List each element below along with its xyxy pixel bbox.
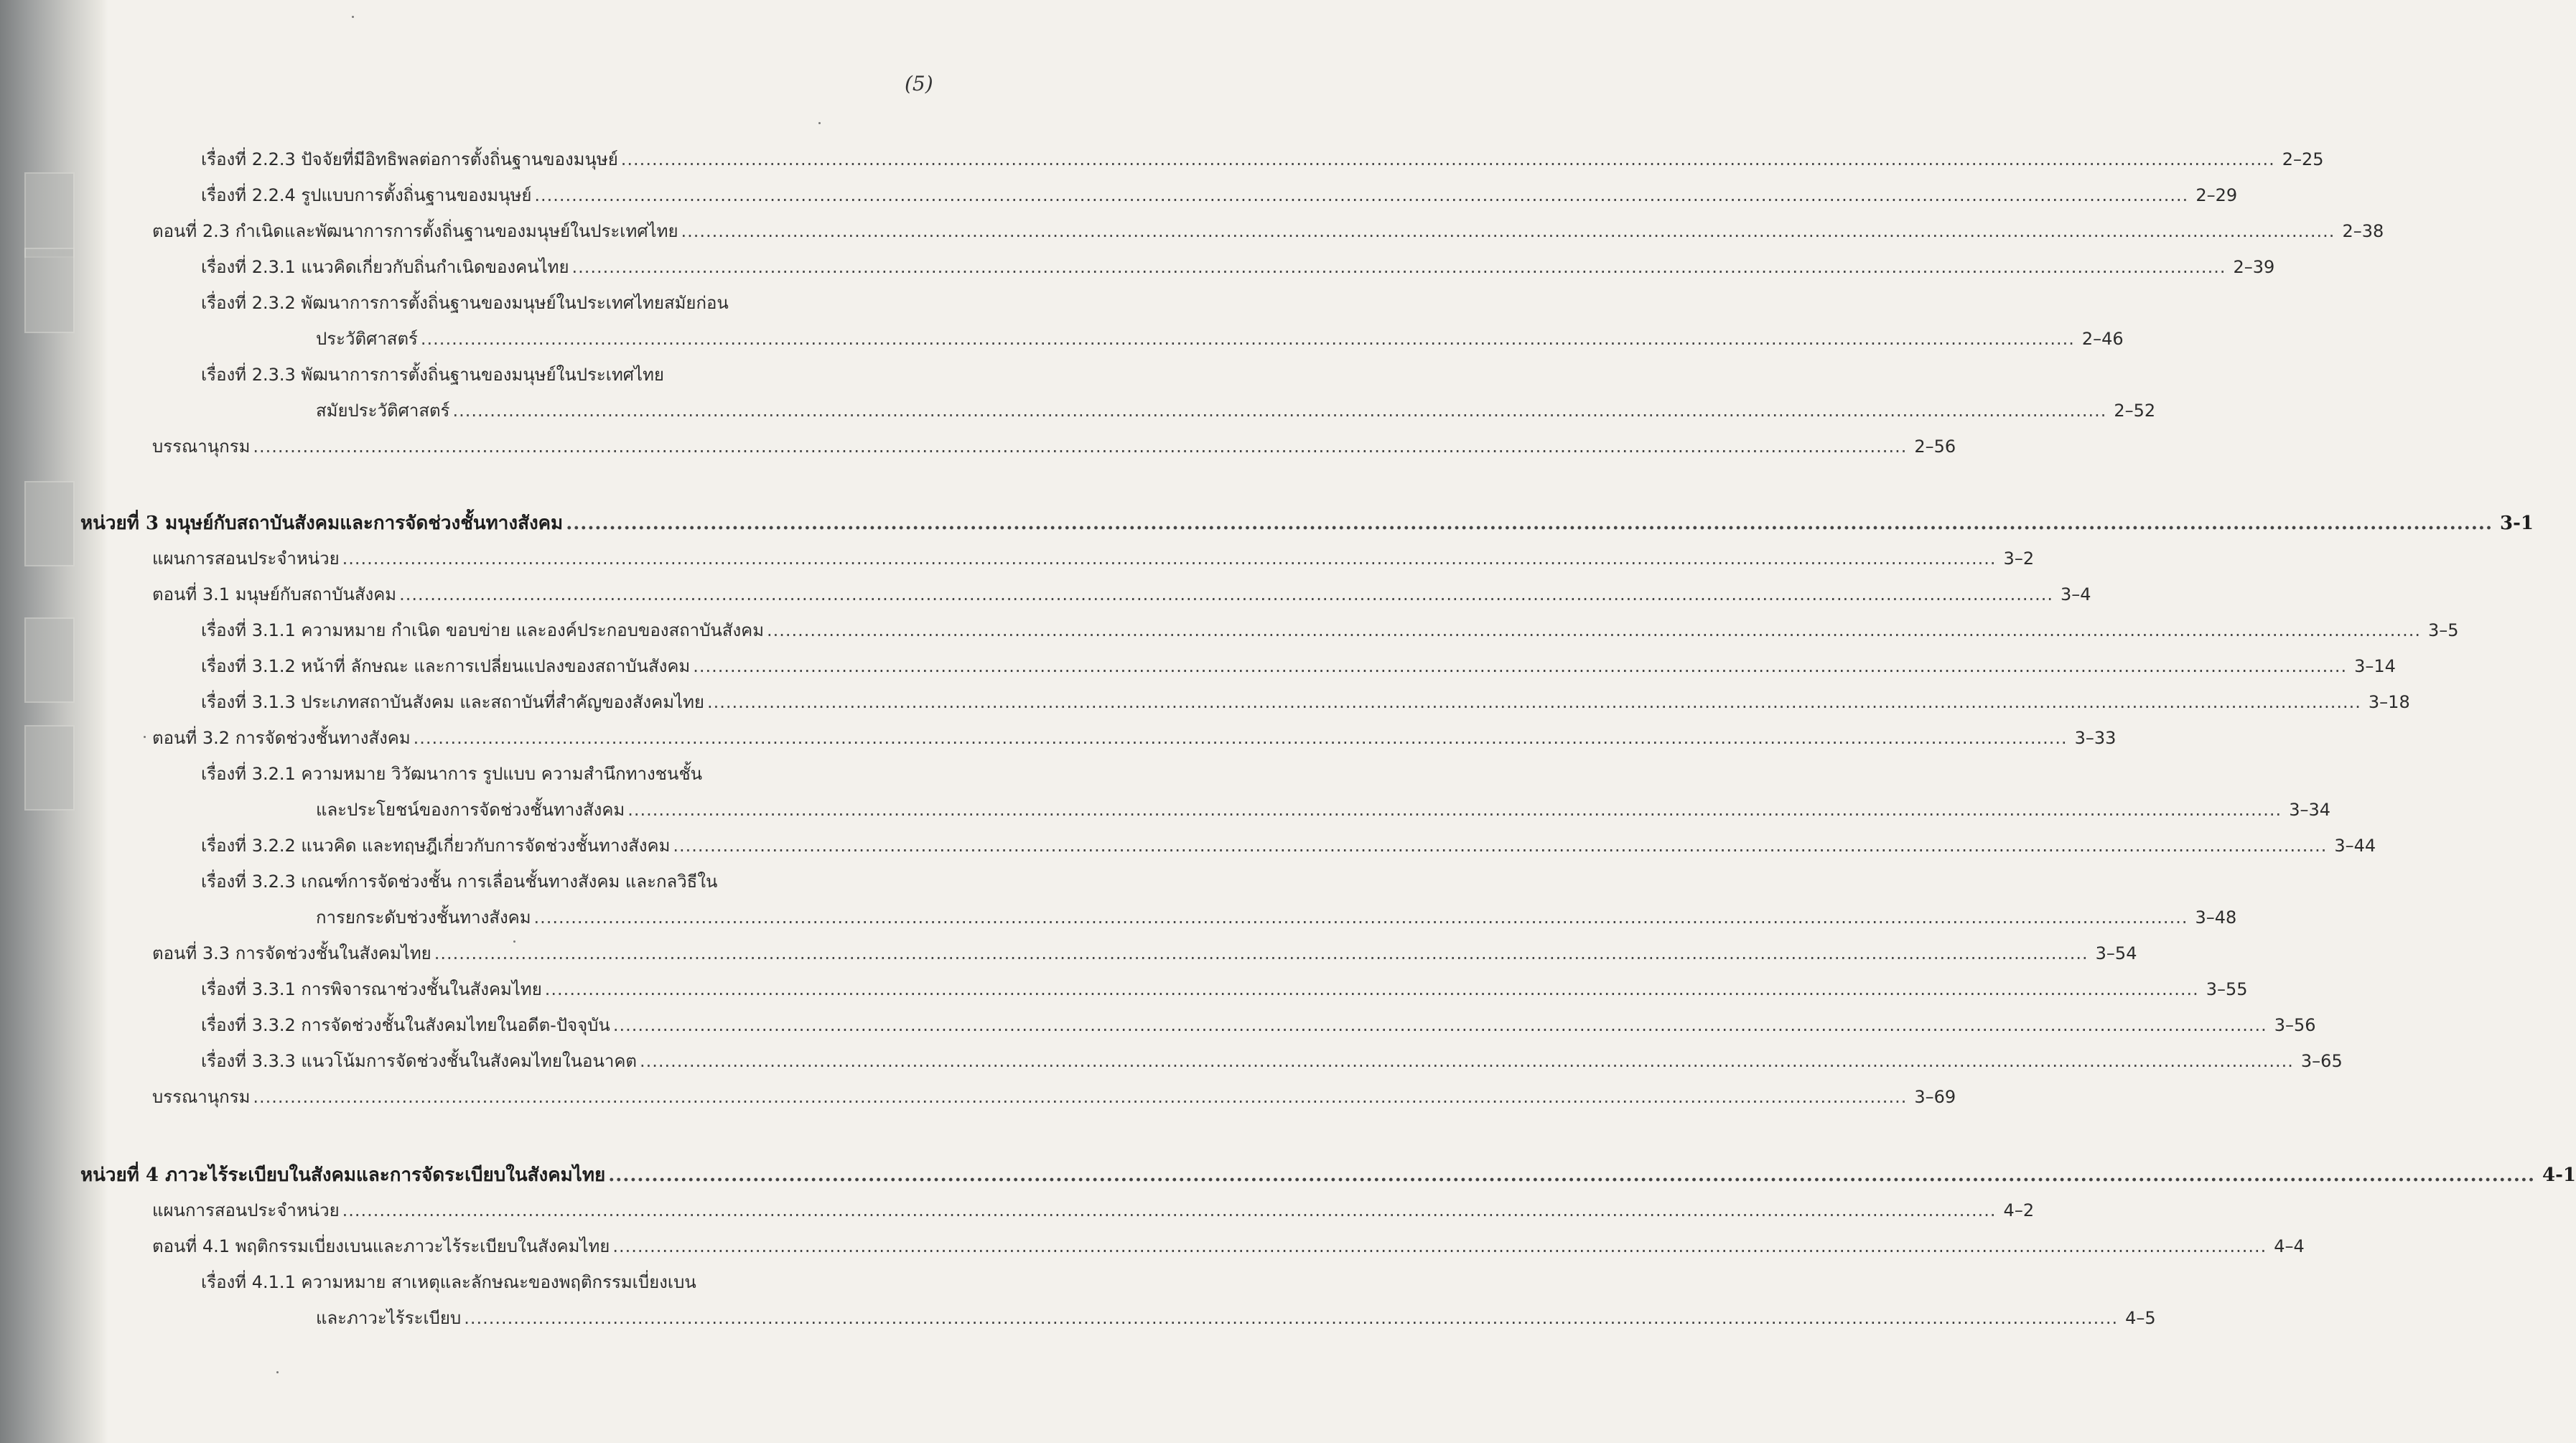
toc-page-number: 3–5 [2427,620,2459,640]
toc-page-number: 3–2 [2003,548,2035,569]
toc-entry-number: 3.1 [202,584,230,604]
toc-entry-text [201,652,690,680]
toc-entry-title: การพิจารณาช่วงชั้นในสังคมไทย [301,979,542,999]
dot-leader: ........................................................................................................................................................................................................................................................................... [608,1164,2536,1186]
toc-entry-number: 3.3.1 [251,979,296,999]
dot-leader: ........................................................................................................................................................................................................................................................................... [413,728,2068,748]
dot-leader: ........................................................................................................................................................................................................................................................................... [342,548,1997,569]
toc-page-number: 3–48 [2195,907,2237,928]
toc-entry-label: เรื่องที่ [201,365,247,385]
dot-leader: ........................................................................................................................................................................................................................................................................... [544,979,2199,999]
toc-entry-text [152,724,411,752]
toc-entry[interactable] [152,724,2117,752]
toc-entry-text [316,903,531,931]
toc-entry-title: บรรณานุกรม [152,1087,251,1107]
toc-entry-number: 3.3.3 [251,1051,296,1071]
toc-entry-title: การจัดช่วงชั้นทางสังคม [235,728,411,748]
toc-entry[interactable] [316,324,2124,352]
toc-entry-number: 2.2.3 [251,149,296,169]
toc-entry[interactable] [316,903,2237,931]
toc-entry-text [152,1196,340,1224]
toc-page-number: 2–56 [1914,436,1956,457]
toc-page-number: 3–34 [2289,800,2330,820]
toc-page-number: 2–25 [2282,149,2324,169]
toc-entry-label: เรื่องที่ [201,979,247,999]
toc-entry-title: พัฒนาการการตั้งถิ่นฐานของมนุษย์ในประเทศไทยสมัยก่อน [301,293,729,313]
toc-entry-text [201,1011,610,1039]
toc-entry[interactable] [152,217,2384,245]
toc-entry-text [152,1083,250,1111]
toc-entry-number: 3.2.3 [251,872,296,892]
toc-entry-title: แผนการสอนประจำหน่วย [152,548,340,569]
toc-page-number: 3–4 [2061,584,2091,604]
toc-page-number: 3–55 [2206,979,2248,999]
toc-entry-title: แนวโน้มการจัดช่วงชั้นในสังคมไทยในอนาคต [301,1051,637,1071]
toc-entry[interactable] [201,145,2324,173]
dot-leader: ........................................................................................................................................................................................................................................................................... [706,692,2361,712]
toc-entry-label: เรื่องที่ [201,836,247,856]
toc-entry-title: หน้าที่ ลักษณะ และการเปลี่ยนแปลงของสถาบันสังคม [301,656,691,676]
toc-entry-title: รูปแบบการตั้งถิ่นฐานของมนุษย์ [301,185,532,205]
toc-entry-label: เรื่องที่ [201,1051,247,1071]
toc-page-number: 2–46 [2081,329,2124,349]
toc-entry-label: ตอนที่ [152,584,197,604]
toc-entry-number: 2.2.4 [251,185,296,205]
toc-entry-title: ความหมาย สาเหตุและลักษณะของพฤติกรรมเบี่ยงเบน [301,1272,696,1292]
dot-leader: ........................................................................................................................................................................................................................................................................... [639,1051,2294,1071]
toc-entry-label: เรื่องที่ [201,1015,247,1035]
toc-entry-title: พฤติกรรมเบี่ยงเบนและภาวะไร้ระเบียบในสังคมไทย [235,1236,610,1256]
toc-page-number: 2–38 [2342,221,2384,241]
dot-leader: ........................................................................................................................................................................................................................................................................... [533,907,2188,928]
toc-entry-text [201,616,764,644]
dot-leader: ........................................................................................................................................................................................................................................................................... [342,1200,1997,1220]
toc-entry-number: 4.1.1 [251,1272,296,1292]
toc-page-number: 3–54 [2095,943,2137,963]
toc-entry[interactable] [152,1196,2035,1224]
toc-entry[interactable] [316,795,2330,823]
toc-page-number: 4–2 [2003,1200,2035,1220]
toc-page-number: 2–39 [2233,257,2275,277]
toc-entry-title-continued: และประโยชน์ของการจัดช่วงชั้นทางสังคม [316,800,625,820]
toc-entry-text [201,688,704,716]
toc-entry-text [152,432,250,460]
toc-entry-first-line [201,1268,696,1296]
toc-entry-text [201,1047,637,1075]
toc-entry-number: 2.3 [202,221,230,241]
toc-entry-number: 3.1.3 [251,692,296,712]
toc-entry-label: เรื่องที่ [201,620,247,640]
toc-entry[interactable] [316,396,2156,424]
toc-entry-title-continued: สมัยประวัติศาสตร์ [316,401,450,421]
unit-title: ภาวะไร้ระเบียบในสังคมและการจัดระเบียบในสังคมไทย [165,1164,606,1186]
toc-page-number: 3–18 [2368,692,2410,712]
toc-entry-first-line [201,760,702,788]
toc-entry[interactable] [80,1160,2576,1190]
toc-entry-title: เกณฑ์การจัดช่วงชั้น การเลื่อนชั้นทางสังคม และกลวิธีใน [301,872,718,892]
toc-entry[interactable] [201,616,2459,644]
toc-entry[interactable] [201,831,2376,859]
toc-entry-first-line [201,289,729,317]
toc-entry-title: การจัดช่วงชั้นในสังคมไทยในอดีต-ปัจจุบัน [301,1015,610,1035]
toc-entry-label: เรื่องที่ [201,1272,247,1292]
toc-entry-title: ประเภทสถาบันสังคม และสถาบันที่สำคัญของสังคมไทย [301,692,704,712]
toc-page-number: 3–69 [1914,1087,1956,1107]
page-number: (5) [905,72,933,95]
toc-entry-number: 3.2.2 [251,836,296,856]
toc-entry-label: ตอนที่ [152,221,197,241]
toc-entry-label: ตอนที่ [152,728,197,748]
toc-entry-label: เรื่องที่ [201,185,247,205]
toc-entry-title: แนวคิด และทฤษฎีเกี่ยวกับการจัดช่วงชั้นทางสังคม [301,836,671,856]
toc-entry-number: 2.3.3 [251,365,296,385]
toc-entry-text [316,396,449,424]
dot-leader: ........................................................................................................................................................................................................................................................................... [681,221,2335,241]
dot-leader: ........................................................................................................................................................................................................................................................................... [673,836,2328,856]
toc-entry-label: ตอนที่ [152,943,197,963]
toc-entry-text [201,831,670,859]
toc-entry[interactable] [201,253,2275,281]
toc-entry-title: พัฒนาการการตั้งถิ่นฐานของมนุษย์ในประเทศไทย [301,365,664,385]
toc-entry[interactable] [152,1083,1956,1111]
toc-entry-label: เรื่องที่ [201,872,247,892]
toc-page-number: 3–33 [2074,728,2117,748]
toc-entry-label: เรื่องที่ [201,656,247,676]
toc-entry[interactable] [201,1047,2343,1075]
toc-entry-label: เรื่องที่ [201,257,247,277]
toc-entry-label: เรื่องที่ [201,293,247,313]
toc-entry-title: บรรณานุกรม [152,436,251,457]
dot-leader: ........................................................................................................................................................................................................................................................................... [399,584,2054,604]
toc-page-number: 4–4 [2274,1236,2305,1256]
toc-entry-text [201,145,618,173]
dot-leader: ........................................................................................................................................................................................................................................................................... [620,149,2275,169]
toc-entry-text [316,795,625,823]
dot-leader: ........................................................................................................................................................................................................................................................................... [693,656,2348,676]
dot-leader: ........................................................................................................................................................................................................................................................................... [434,943,2089,963]
dot-leader: ........................................................................................................................................................................................................................................................................... [767,620,2421,640]
toc-entry-number: 2.3.2 [251,293,296,313]
toc-page-number: 3–56 [2274,1015,2316,1035]
unit-label: หน่วยที่ 3 [80,513,159,534]
toc-entry-number: 3.2.1 [251,764,296,784]
toc-entry-text [152,544,340,572]
toc-entry-text [201,975,542,1003]
dot-leader: ........................................................................................................................................................................................................................................................................... [253,1087,1908,1107]
toc-entry-number: 2.3.1 [251,257,296,277]
toc-entry-text [152,217,678,245]
toc-entry-text [152,939,431,967]
toc-page-number: 3-1 [2500,513,2534,534]
toc-entry-text [201,181,531,209]
toc-entry-text [80,508,563,538]
toc-entry[interactable] [316,1304,2156,1332]
dot-leader: ........................................................................................................................................................................................................................................................................... [627,800,2282,820]
toc-entry-number: 3.2 [202,728,230,748]
dot-leader: ........................................................................................................................................................................................................................................................................... [464,1308,2119,1328]
toc-entry-title: ปัจจัยที่มีอิทธิพลต่อการตั้งถิ่นฐานของมนุษย์ [301,149,618,169]
toc-page-number: 4–5 [2125,1308,2156,1328]
toc-entry-title: ความหมาย กำเนิด ขอบข่าย และองค์ประกอบของสถาบันสังคม [301,620,765,640]
toc-entry-number: 3.3 [202,943,230,963]
toc-entry[interactable] [201,1011,2316,1039]
toc-entry-number: 3.1.1 [251,620,296,640]
toc-entry-title: แนวคิดเกี่ยวกับถิ่นกำเนิดของคนไทย [301,257,569,277]
toc-page-number: 3–14 [2354,656,2396,676]
toc-entry-text [152,1232,610,1260]
toc-entry-title: การจัดช่วงชั้นในสังคมไทย [235,943,431,963]
unit-title: มนุษย์กับสถาบันสังคมและการจัดช่วงชั้นทางสังคม [165,513,564,534]
dot-leader: ........................................................................................................................................................................................................................................................................... [420,329,2075,349]
toc-entry-text [316,1304,461,1332]
toc-entry-label: เรื่องที่ [201,692,247,712]
toc-page-number: 4-1 [2542,1164,2576,1186]
toc-entry-title: ความหมาย วิวัฒนาการ รูปแบบ ความสำนึกทางชนชั้น [301,764,703,784]
toc-entry[interactable] [201,688,2410,716]
toc-entry-number: 3.3.2 [251,1015,296,1035]
toc-entry[interactable] [201,652,2396,680]
toc-entry-title-continued: ประวัติศาสตร์ [316,329,418,349]
dot-leader: ........................................................................................................................................................................................................................................................................... [253,436,1908,457]
toc-page-number: 2–29 [2195,185,2238,205]
toc-entry-title: แผนการสอนประจำหน่วย [152,1200,340,1220]
toc-page-number: 3–65 [2300,1051,2343,1071]
toc-entry[interactable] [152,580,2091,608]
toc-entry-label: ตอนที่ [152,1236,197,1256]
toc-entry[interactable] [201,975,2248,1003]
unit-label: หน่วยที่ 4 [80,1164,159,1186]
toc-entry-first-line [201,360,664,388]
toc-entry-title: กำเนิดและพัฒนาการการตั้งถิ่นฐานของมนุษย์ในประเทศไทย [235,221,678,241]
toc-entry[interactable] [201,181,2238,209]
toc-entry[interactable] [152,1232,2305,1260]
toc-entry-text [201,253,569,281]
toc-entry-title-continued: การยกระดับช่วงชั้นทางสังคม [316,907,531,928]
toc-entry[interactable] [152,939,2137,967]
toc-entry[interactable] [152,432,1956,460]
dot-leader: ........................................................................................................................................................................................................................................................................... [566,513,2493,534]
toc-entry-text [80,1160,605,1190]
toc-entry-text [152,580,396,608]
toc-entry-number: 4.1 [202,1236,230,1256]
toc-entry-label: เรื่องที่ [201,149,247,169]
toc-entry-text [316,324,418,352]
toc-entry[interactable] [80,508,2534,538]
toc-entry-label: เรื่องที่ [201,764,247,784]
dot-leader: ........................................................................................................................................................................................................................................................................... [612,1015,2267,1035]
toc-entry-title-continued: และภาวะไร้ระเบียบ [316,1308,462,1328]
toc-entry-first-line [201,867,717,895]
toc-entry[interactable] [152,544,2035,572]
dot-leader: ........................................................................................................................................................................................................................................................................... [571,257,2226,277]
dot-leader: ........................................................................................................................................................................................................................................................................... [612,1236,2267,1256]
toc-page-number: 3–44 [2334,836,2376,856]
dot-leader: ........................................................................................................................................................................................................................................................................... [534,185,2189,205]
toc-page-number: 2–52 [2114,401,2156,421]
dot-leader: ........................................................................................................................................................................................................................................................................... [452,401,2107,421]
toc-entry-title: มนุษย์กับสถาบันสังคม [235,584,397,604]
toc-entry-number: 3.1.2 [251,656,296,676]
